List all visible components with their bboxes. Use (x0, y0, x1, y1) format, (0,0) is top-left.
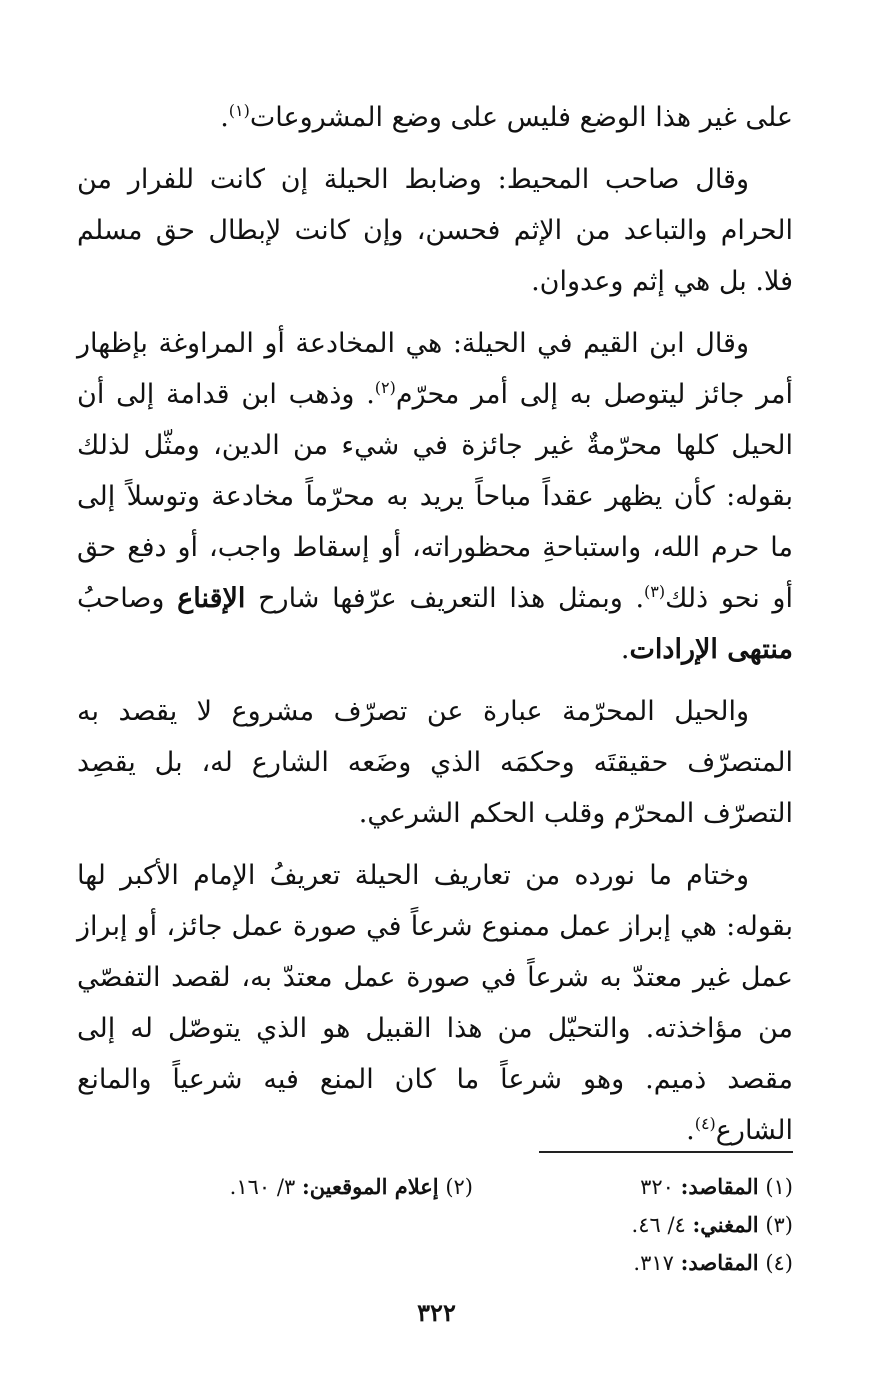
footnote-1-number: (١) (765, 1175, 793, 1199)
footnote-separator (539, 1151, 793, 1153)
paragraph-1 (77, 92, 793, 143)
footnotes (77, 1168, 793, 1282)
paragraph-2 (77, 154, 793, 307)
paragraph-1-end: . (220, 102, 229, 133)
paragraph-3-part-3: . وبمثل هذا التعريف عرّفها شارح (258, 583, 645, 614)
page-number: ٣٢٢ (417, 1298, 456, 1327)
paragraph-3-end: . (620, 634, 630, 665)
footnote-3-source: المغني: (692, 1212, 759, 1237)
page-body (77, 92, 793, 1156)
paragraph-3-part-2: . وذهب ابن قدامة إلى أن الحيل كلها محرّمةٌ غير جائزة في شيء من الدين، ومثّل لذلك بقوله: كأن يظهر عقداً مباحاً يريد به محرّماً مخادعة وتوسلاً إلى ما حرم الله، واستباحةِ محظوراته، أو إسقاط واجب، أو دفع حق أو نحو ذلك (77, 379, 793, 614)
paragraph-5 (77, 850, 793, 1156)
footnote-row (77, 1244, 793, 1282)
footnote-row (77, 1168, 793, 1206)
paragraph-1-text: على غير هذا الوضع فليس على وضع المشروعات (249, 102, 793, 133)
footnote-ref-4[interactable]: (٤) (694, 1114, 716, 1133)
footnote-4-location: ٣١٧. (633, 1251, 674, 1275)
paragraph-4-text: والحيل المحرّمة عبارة عن تصرّف مشروع لا يقصد به المتصرّف حقيقتَه وحكمَه الذي وضَعه الشارع له، بل يقصِد التصرّف المحرّم وقلب الحكم الشرعي. (77, 696, 793, 829)
paragraph-2-text: وقال صاحب المحيط: وضابط الحيلة إن كانت للفرار من الحرام والتباعد من الإثم فحسن، وإن كانت لإبطال حق مسلم فلا. بل هي إثم وعدوان. (77, 164, 793, 297)
footnote-ref-3[interactable]: (٣) (644, 582, 666, 601)
book-title-muntaha: منتهى الإرادات (629, 634, 793, 665)
footnote-1 (473, 1168, 793, 1206)
footnote-2-location: ٣/ ١٦٠. (229, 1175, 296, 1199)
footnote-2-number: (٢) (445, 1175, 473, 1199)
paragraph-5-end: . (686, 1115, 695, 1146)
footnote-3 (473, 1206, 793, 1244)
paragraph-3-part-1: وقال ابن القيم في الحيلة: هي المخادعة أو المراوغة بإظهار أمر جائز ليتوصل به إلى أمر محرّم (77, 328, 793, 410)
footnote-3-location: ٤/ ٤٦. (631, 1213, 686, 1237)
footnote-row (77, 1206, 793, 1244)
footnote-4-source: المقاصد: (680, 1250, 759, 1275)
footnote-ref-1[interactable]: (١) (228, 101, 250, 120)
footnote-1-source: المقاصد: (680, 1174, 759, 1199)
footnote-3-number: (٣) (765, 1213, 793, 1237)
paragraph-3 (77, 318, 793, 675)
paragraph-4 (77, 686, 793, 839)
footnote-1-location: ٣٢٠ (640, 1175, 674, 1199)
footnote-ref-2[interactable]: (٢) (374, 378, 396, 397)
paragraph-5-text: وختام ما نورده من تعاريف الحيلة تعريفُ الإمام الأكبر لها بقوله: هي إبراز عمل ممنوع شرعاً في صورة عمل جائز، أو إبراز عمل غير معتدّ به شرعاً في صورة عمل معتدّ به، لقصد التفصّي من مؤاخذته. والتحيّل من هذا القبيل هو الذي يتوصّل له إلى مقصد ذميم. وهو شرعاً ما كان المنع فيه شرعياً والمانع الشارع (77, 860, 793, 1146)
footnote-4 (473, 1244, 793, 1282)
footnote-2-source: إعلام الموقعين: (301, 1174, 439, 1199)
footnote-4-number: (٤) (765, 1251, 793, 1275)
book-title-iqna: الإقناع (177, 583, 246, 614)
paragraph-3-part-4: وصاحبُ (77, 583, 165, 614)
footnote-2 (230, 1168, 473, 1206)
